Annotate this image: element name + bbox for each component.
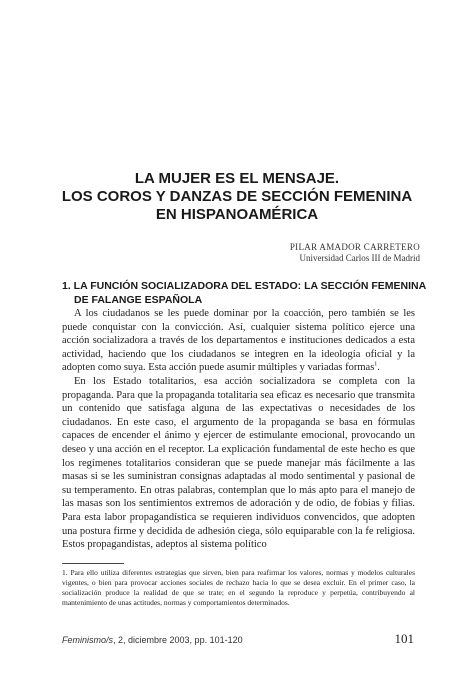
body-paragraph-2: En los Estado totalitarios, esa acción socializadora se completa con la propaganda. Para que la propaganda totalitaria sea eficaz es necesario que transmita un contenido que satisfaga alguna de las expectativas o necesidades de los ciudadanos. En este caso, el argumento de la propaganda se basa en fórmulas capaces de encender el ánimo y ejercer de estimulante emocional, provocando un deseo y una acción en el receptor. La explicación fundamental de este hecho es que los regímenes totalitarios consideran que se puede manejar más fácilmente a las masas si se les suministran consignas adaptadas al modo sentimental y pasional de su temperamento. En otras palabras, contemplan que lo más apto para el manejo de las masas son los sentimientos extremos de adoración y de odio, de fobias y filias. Para esta labor propagandística se requieren individuos convencidos, que adopten una postura firme y decidida de adhesión ciega, sólo equiparable con la fe religiosa. Estos propagandistas, adeptos al sistema político — [62, 375, 415, 551]
title-line-2: LOS COROS Y DANZAS DE SECCIÓN FEMENINA — [61, 188, 413, 205]
footnote-reference[interactable]: 1 — [374, 361, 378, 368]
journal-citation — [62, 635, 243, 645]
title-line-3: EN HISPANOAMÉRICA — [155, 206, 319, 223]
author-name: PILAR AMADOR CARRETERO — [289, 242, 420, 252]
author-block — [290, 242, 420, 264]
article-title — [0, 170, 474, 224]
title-line-1: LA MUJER ES EL MENSAJE. — [134, 170, 340, 187]
body-text — [62, 307, 415, 552]
body-paragraph-1-end: . — [377, 362, 380, 374]
page-number: 101 — [394, 631, 414, 646]
author-affiliation: Universidad Carlos III de Madrid — [299, 253, 420, 263]
body-paragraph-1-text: A los ciudadanos se les puede dominar por la coacción, pero también se les puede conquistar con la convicción. Así, cualquier sistema político ejerce una acción socializadora a través de los departamentos e instituciones dedicados a esta actividad, haciendo que los ciudadanos se integren en la ideología oficial y la adopten como suya. Esta acción puede asumir múltiples y variadas formas — [62, 308, 415, 374]
section-heading-line-1: 1. LA FUNCIÓN SOCIALIZADORA DEL ESTADO: LA SECCIÓN FEMENINA — [62, 280, 427, 292]
footnote: 1. Para ello utiliza diferentes estrategias que sirven, bien para reafirmar los valores, normas y modelos culturales vigentes, o bien para provocar acciones sociales de rechazo hacia lo que se desea excluir. En el primer caso, la socialización produce la realidad de que se trate; en el segundo la reproduce y perpetúa, contribuyendo al mantenimiento de unas actitudes, normas y comportamientos determinados. — [62, 568, 415, 607]
body-paragraph-1 — [62, 307, 415, 375]
section-heading — [62, 279, 432, 307]
section-heading-line-2: DE FALANGE ESPAÑOLA — [74, 294, 203, 306]
journal-name: Feminismo/s — [62, 635, 114, 645]
journal-issue: , 2, diciembre 2003, pp. 101-120 — [113, 635, 243, 645]
footnote-divider — [62, 563, 124, 564]
